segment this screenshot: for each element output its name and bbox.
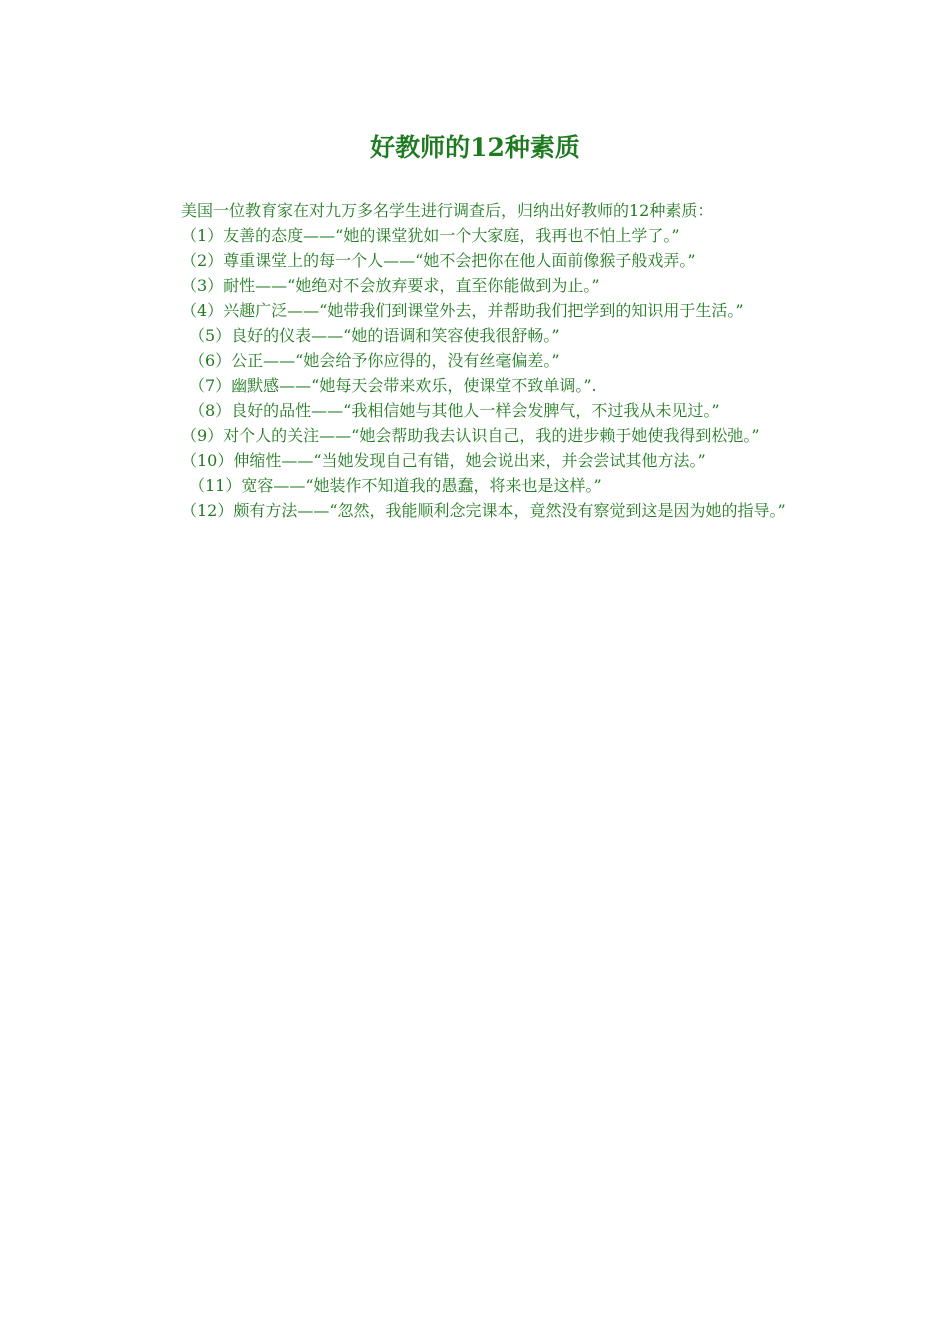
intro-paragraph: 美国一位教育家在对九万多名学生进行调查后，归纳出好教师的12种素质： (181, 201, 714, 220)
quality-item-1: （1）友善的态度——“她的课堂犹如一个大家庭，我再也不怕上学了。” (181, 226, 680, 245)
quality-item-4: （4）兴趣广泛——“她带我们到课堂外去，并帮助我们把学到的知识用于生活。” (181, 301, 744, 320)
quality-item-6: （6）公正——“她会给予你应得的，没有丝毫偏差。” (189, 351, 560, 370)
quality-item-12: （12）颇有方法——“忽然，我能顺利念完课本，竟然没有察觉到这是因为她的指导。” (181, 501, 786, 520)
quality-item-3: （3）耐性——“她绝对不会放弃要求，直至你能做到为止。” (181, 276, 600, 295)
quality-item-10: （10）伸缩性——“当她发现自己有错，她会说出来，并会尝试其他方法。” (181, 451, 706, 470)
quality-item-8: （8）良好的品性——“我相信她与其他人一样会发脾气，不过我从未见过。” (189, 401, 720, 420)
document-title: 好教师的12种素质 (370, 133, 580, 162)
document-body (145, 198, 809, 523)
quality-item-7: （7）幽默感——“她每天会带来欢乐，使课堂不致单调。”. (189, 376, 597, 395)
quality-item-9: （9）对个人的关注——“她会帮助我去认识自己，我的进步赖于她使我得到松弛。” (181, 426, 760, 445)
quality-item-5: （5）良好的仪表——“她的语调和笑容使我很舒畅。” (189, 326, 560, 345)
quality-item-2: （2）尊重课堂上的每一个人——“她不会把你在他人面前像猴子般戏弄。” (181, 251, 696, 270)
quality-item-11: （11）宽容——“她装作不知道我的愚蠢，将来也是这样。” (189, 476, 602, 495)
